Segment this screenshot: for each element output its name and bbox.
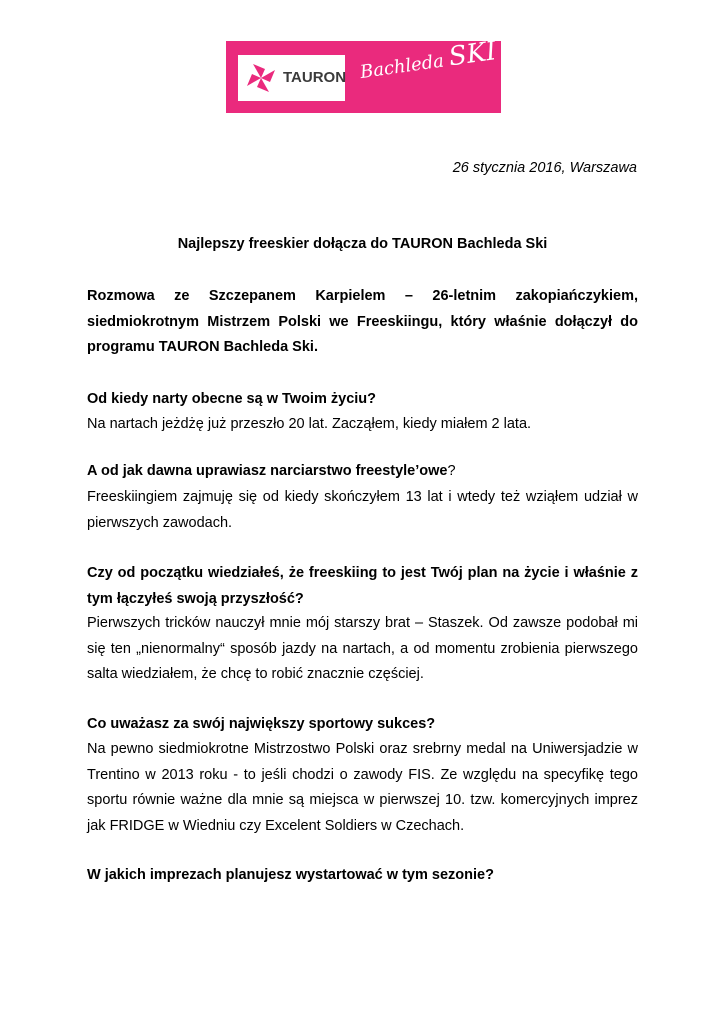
header-banner bbox=[226, 36, 501, 113]
question-4: Co uważasz za swój największy sportowy sukces? bbox=[87, 716, 436, 732]
article-title: Najlepszy freeskier dołącza do TAURON Bachleda Ski bbox=[177, 236, 548, 252]
answer-2: Freeskiingiem zajmuję się od kiedy skończyłem 13 lat i wtedy też wziąłem udział w pierwszych zawodach. bbox=[87, 489, 638, 531]
question-5: W jakich imprezach planujesz wystartować w tym sezonie? bbox=[87, 867, 494, 883]
question-3: Czy od początku wiedziałeś, że freeskiing to jest Twój plan na życie i właśnie z tym łączyłeś swoją przyszłość? bbox=[87, 565, 638, 607]
tauron-logo bbox=[238, 55, 345, 101]
date-line: 26 stycznia 2016, Warszawa bbox=[452, 160, 637, 176]
logo-brand-text: TAURON bbox=[283, 69, 347, 86]
tauron-star-icon bbox=[244, 61, 278, 95]
lead-paragraph: Rozmowa ze Szczepanem Karpielem – 26-letnim zakopiańczykiem, siedmiokrotnym Mistrzem Polski we Freeskiingu, który właśnie dołączył do programu TAURON Bachleda Ski. bbox=[87, 288, 638, 356]
answer-3: Pierwszych tricków nauczył mnie mój starszy brat – Staszek. Od zawsze podobał mi się ten „nienormalny“ sposób jazdy na nartach, a od momentu zrobienia pierwszego salta wiedziałem, że chcę to robić znacznie częściej. bbox=[87, 615, 638, 683]
question-2: A od jak dawna uprawiasz narciarstwo freestyle’owe? bbox=[87, 463, 456, 479]
answer-4: Na pewno siedmiokrotne Mistrzostwo Polski oraz srebrny medal na Uniwersjadzie w Trentino w 2013 roku - to jeśli chodzi o zawody FIS. Ze względu na specyfikę tego sportu równie ważne dla mnie są miejsca w pierwszej 10. tzw. komercyjnych imprez jak FRIDGE w Wiedniu czy Excelent Soldiers w Czechach. bbox=[87, 741, 638, 835]
question-1: Od kiedy narty obecne są w Twoim życiu? bbox=[87, 391, 377, 407]
answer-1: Na nartach jeżdżę już przeszło 20 lat. Zacząłem, kiedy miałem 2 lata. bbox=[87, 416, 532, 432]
bachleda-ski-script-logo: Bachleda SKI bbox=[358, 36, 499, 84]
